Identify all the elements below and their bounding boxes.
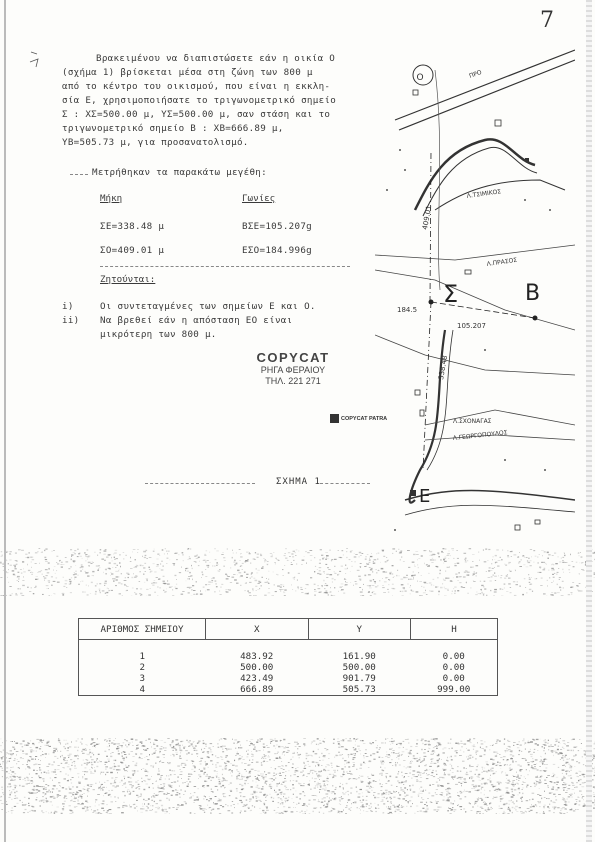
map-label-dist-409: 409.01: [421, 204, 434, 231]
map-street-5: ΠΡΟ: [468, 68, 483, 80]
cell-h: 0.00: [411, 673, 498, 684]
col-header-point: ΑΡΙΘΜΟΣ ΣΗΜΕΙΟΥ: [79, 619, 206, 640]
required-header: Ζητούνται:: [100, 274, 156, 285]
map-label-angle-105: 105.207: [457, 322, 486, 330]
copycat-logo-icon: [330, 414, 339, 423]
map-label-angle-184: 184.5: [397, 306, 418, 314]
angle-eso: ΕΣΟ=184.996g: [242, 245, 312, 256]
map-label-sigma: Σ: [443, 280, 459, 308]
cell-y: 500.00: [342, 662, 376, 673]
cell-point: 4: [79, 684, 206, 696]
scan-noise-band: [0, 548, 595, 596]
dash-lead: [70, 174, 88, 175]
scan-noise-bottom: [0, 738, 595, 814]
cell-x: 666.89: [206, 684, 309, 696]
cell-point: 1: [79, 651, 206, 662]
table-row: [79, 662, 498, 673]
angle-bse: ΒΣΕ=105.207g: [242, 221, 312, 232]
length-so: ΣΟ=409.01 μ: [100, 245, 165, 256]
cell-x: 500.00: [240, 662, 274, 673]
col-header-y: Y: [308, 619, 411, 640]
cell-y: 505.73: [308, 684, 411, 696]
measured-intro: Μετρήθηκαν τα παρακάτω μεγέθη:: [92, 167, 267, 178]
table-header-row: [79, 619, 498, 640]
map-street-2: Λ.ΠΡΑΣΟΣ: [486, 256, 518, 268]
map-label-dist-338: 338.48: [437, 354, 450, 381]
cell-y: 901.79: [342, 673, 376, 684]
col-header-x: X: [206, 619, 309, 640]
dash-separator: [100, 266, 350, 267]
figure-dash-right: [320, 483, 370, 484]
cell-h: 0.00: [411, 651, 498, 662]
cell-point: 2: [79, 662, 206, 673]
map-street-4: Λ.ΓΕΩΡΓΟΠΟΥΛΟΣ: [452, 429, 508, 442]
stamp-brand: COPYCAT: [256, 350, 330, 365]
map-label-b: B: [525, 281, 541, 306]
cell-y: 161.90: [342, 651, 376, 662]
table-row: [79, 651, 498, 662]
figure-dash-left: [145, 483, 255, 484]
lengths-header: Μήκη: [100, 193, 123, 204]
stamp-phone: ΤΗΛ. 221 271: [265, 376, 321, 386]
cell-h: 999.00: [411, 684, 498, 696]
cell-point: 3: [79, 673, 206, 684]
table-row: [79, 684, 498, 696]
cell-x: 423.49: [240, 673, 274, 684]
binding-edge: [4, 0, 6, 842]
margin-mark: [28, 48, 42, 72]
points-table: [78, 618, 498, 696]
copycat-patra-text: COPYCAT PATRA: [341, 415, 388, 422]
col-header-h: H: [411, 619, 498, 640]
problem-statement: Βρακειμένου να διαπιστώσετε εάν η οικία Ο (σχήμα 1) βρίσκεται μέσα στη ζώνη των 800 μ από το κέντρο του οικισμού, που είναι η εκκλη- σία Ε, χρησιμοποιήσατε το τριγωνομετρικό σημείο Σ : XΣ=500.00 μ, YΣ=500.00 μ, σαν στάση και το τριγωνομετρικό σημείο Β : XΒ=666.89 μ, YΒ=505.73 μ, για προσανατολισμό.: [62, 53, 337, 148]
figure-label: ΣΧΗΜΑ 1: [276, 477, 321, 487]
right-edge-noise: [586, 0, 592, 842]
requirement-text: Να βρεθεί εάν η απόσταση ΕΟ είναι μικρότερη των 800 μ.: [100, 315, 293, 340]
site-map: [375, 30, 575, 560]
requirement-number: ii): [62, 315, 80, 326]
cell-x: 483.92: [240, 651, 274, 662]
map-street-1: Λ.ΤΣΙΜΙΚΟΣ: [466, 188, 502, 200]
requirement-item: [62, 300, 316, 314]
requirement-item: [62, 314, 316, 342]
map-street-3: Λ.ΣΧΟΝΑΓΑΣ: [453, 418, 492, 425]
map-label-o: O: [416, 73, 424, 83]
requirement-text: Οι συντεταγμένες των σημείων Ε και Ο.: [100, 301, 316, 312]
table-row: [79, 673, 498, 684]
length-se: ΣΕ=338.48 μ: [100, 221, 165, 232]
requirements-list: [62, 300, 316, 342]
angles-header: Γωνίες: [242, 193, 276, 204]
cell-h: 0.00: [411, 662, 498, 673]
page-number-mark: 7: [540, 8, 554, 33]
requirement-number: i): [62, 301, 74, 312]
stamp-address: ΡΗΓΑ ΦΕΡΑΙΟΥ: [260, 365, 326, 375]
map-label-e: E: [419, 486, 431, 507]
copycat-stamp: [238, 350, 348, 387]
